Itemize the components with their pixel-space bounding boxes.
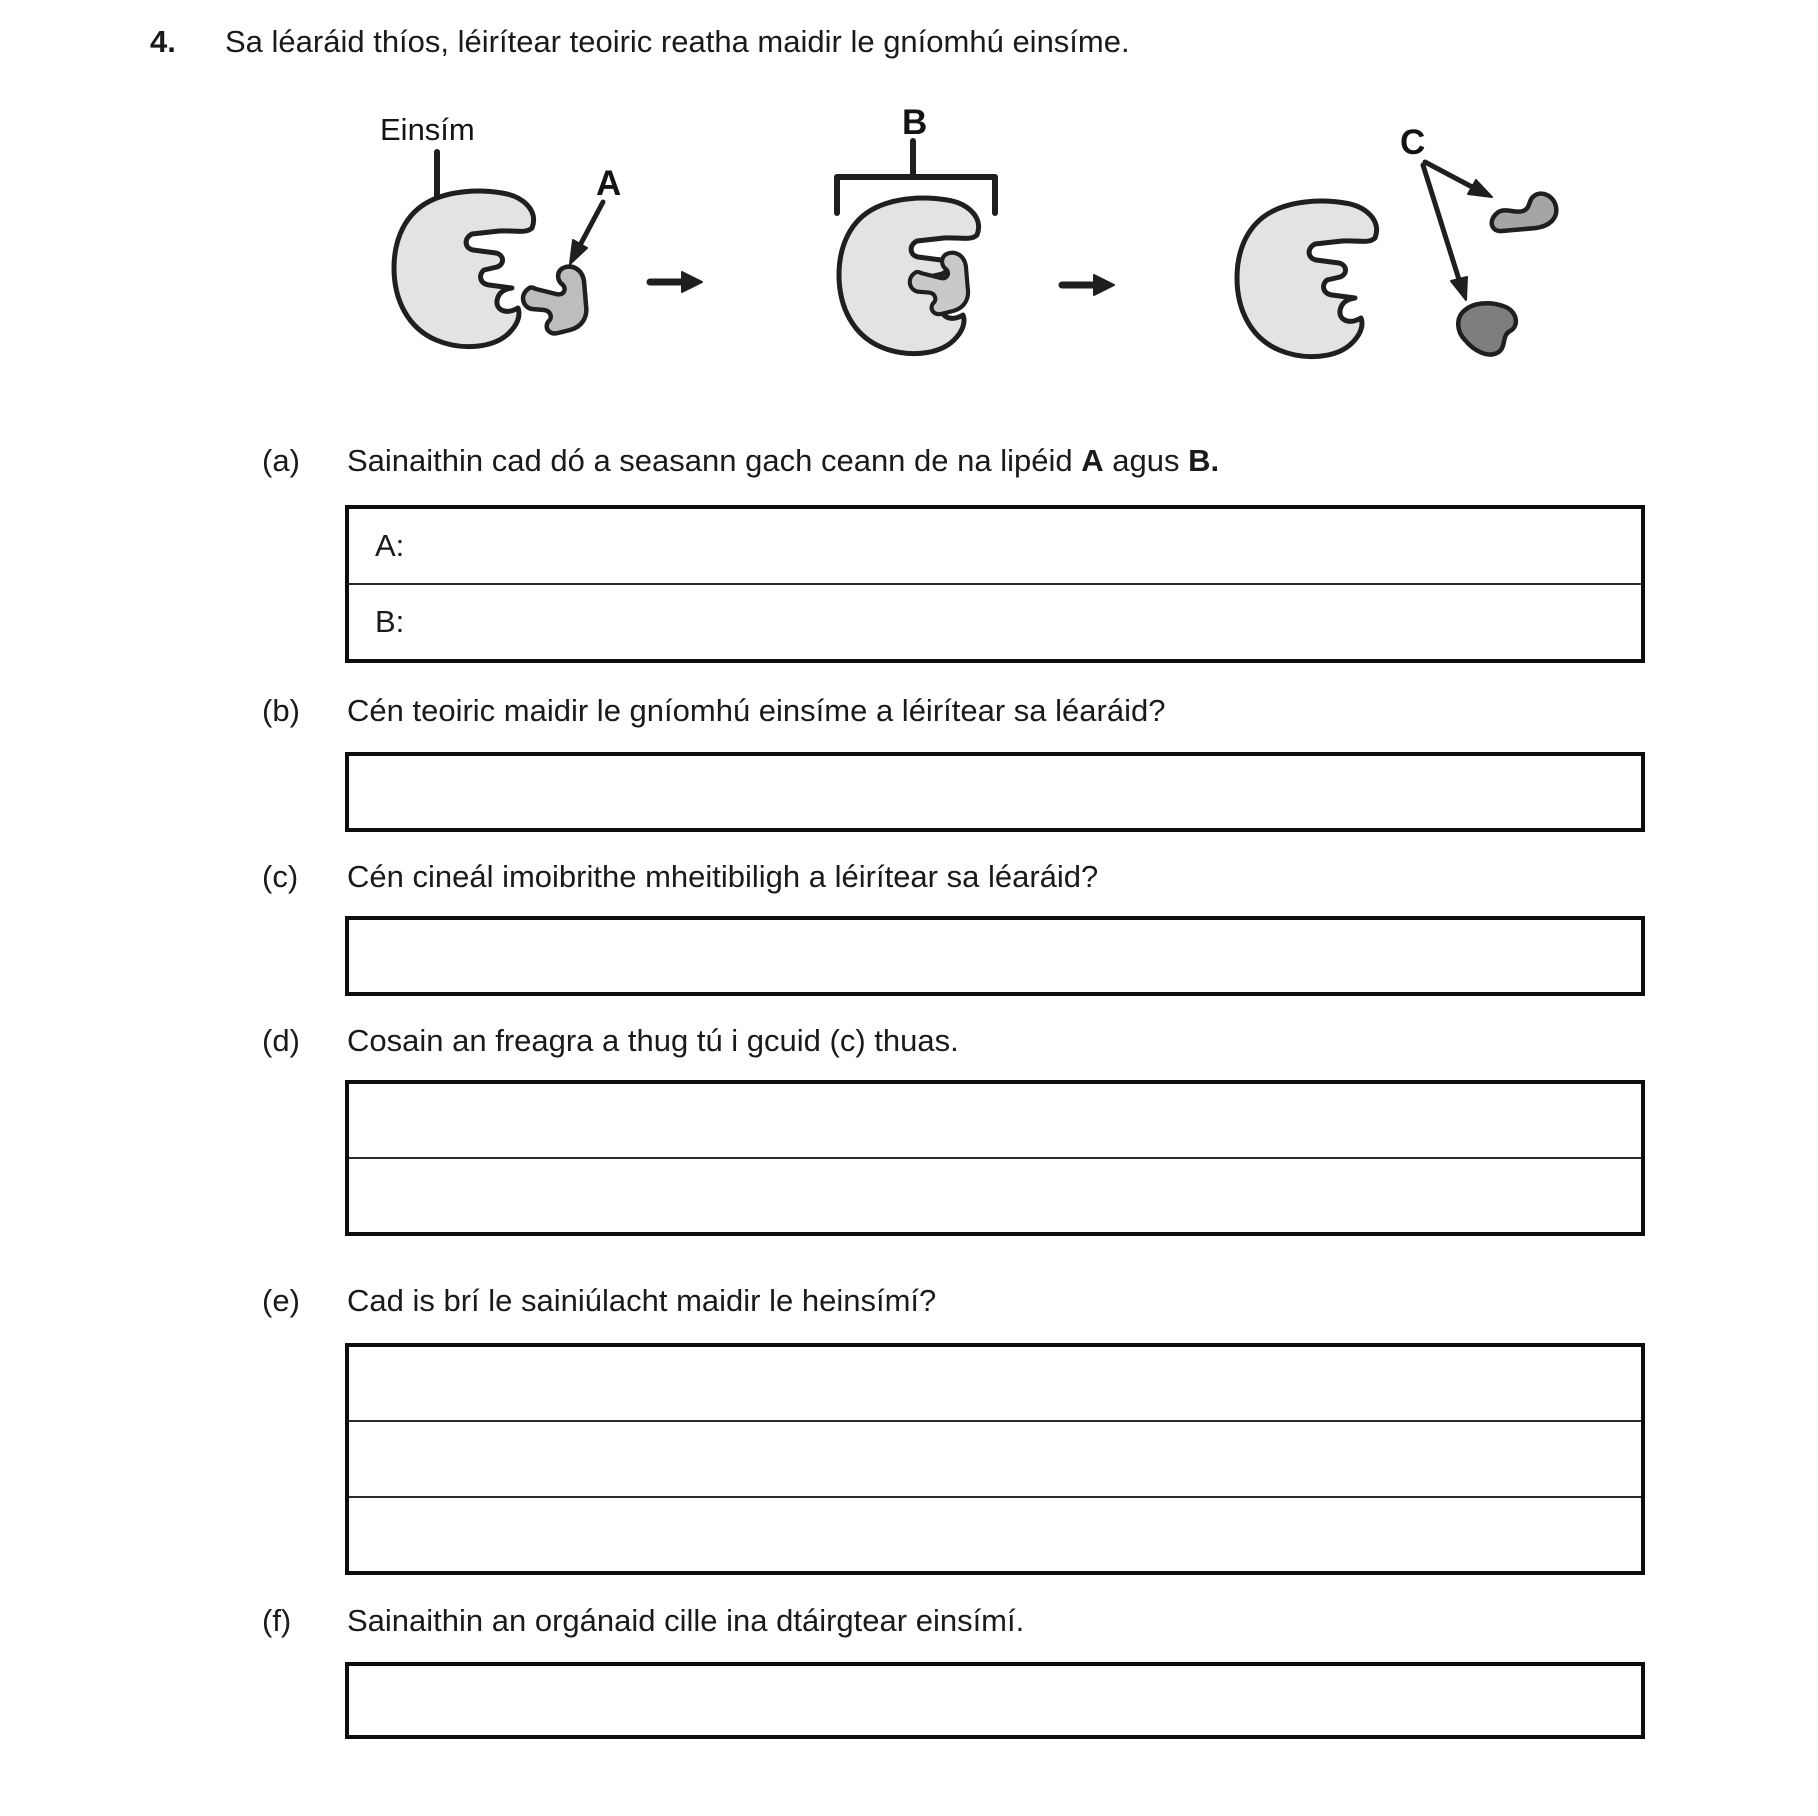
part-a-text-before: Sainaithin cad dó a seasann gach ceann de na lipéid: [347, 443, 1082, 478]
part-e-text: Cad is brí le sainiúlacht maidir le heinsímí?: [347, 1283, 937, 1318]
part-a-text-between: agus: [1103, 443, 1189, 478]
part-f-label: (f): [262, 1603, 292, 1638]
answer-box-f: [345, 1662, 1645, 1739]
right-arrow-head-1: [682, 272, 702, 292]
part-f-text: Sainaithin an orgánaid cille ina dtáirgtear einsímí.: [347, 1603, 1025, 1638]
answer-row-b-label: B:: [375, 604, 405, 639]
part-a-label: (a): [262, 443, 300, 478]
part-d-text: Cosain an freagra a thug tú i gcuid (c) thuas.: [347, 1023, 959, 1058]
label-b: B: [902, 103, 928, 142]
part-b-text: Cén teoiric maidir le gníomhú einsíme a léirítear sa léaráid?: [347, 693, 1166, 728]
enzyme-shape-3: [1237, 201, 1377, 357]
question-number: 4.: [150, 24, 176, 59]
label-c-pointer-arrow-top: [1425, 162, 1474, 188]
answer-row-a-label: A:: [375, 528, 405, 563]
label-a: A: [596, 164, 622, 203]
label-a-pointer-arrow: [578, 202, 603, 249]
question-intro: Sa léaráid thíos, léirítear teoiric reatha maidir le gníomhú einsíme.: [225, 24, 1130, 59]
label-c-arrowhead-top: [1468, 180, 1492, 197]
product-shape-top: [1492, 194, 1557, 231]
part-b-label: (b): [262, 693, 300, 728]
enzyme-label: Einsím: [380, 112, 475, 147]
part-e-label: (e): [262, 1283, 300, 1318]
answer-box-e: [345, 1343, 1645, 1575]
answer-row[interactable]: [349, 920, 1641, 992]
answer-row[interactable]: [349, 1498, 1641, 1571]
answer-row[interactable]: [349, 1159, 1641, 1232]
right-arrow-head-2: [1094, 275, 1114, 295]
enzyme-shape-1: [394, 191, 534, 347]
part-c-label: (c): [262, 859, 299, 894]
answer-row-a[interactable]: [349, 509, 1641, 585]
answer-box-b: [345, 752, 1645, 832]
part-a-bold-a: A: [1081, 443, 1104, 478]
answer-row[interactable]: [349, 1422, 1641, 1497]
label-c: C: [1400, 123, 1426, 162]
answer-box-c: [345, 916, 1645, 996]
product-shape-bottom: [1458, 303, 1516, 354]
answer-row[interactable]: [349, 756, 1641, 828]
answer-row-b[interactable]: [349, 585, 1641, 659]
label-a-arrowhead: [570, 240, 587, 264]
part-d-label: (d): [262, 1023, 300, 1058]
answer-row[interactable]: [349, 1666, 1641, 1735]
label-c-arrowhead-bottom: [1451, 277, 1467, 300]
diagram-shapes: [394, 141, 1556, 357]
answer-box-d: [345, 1080, 1645, 1236]
part-a-bold-b: B.: [1188, 443, 1220, 478]
answer-row[interactable]: [349, 1347, 1641, 1422]
answer-box-a: [345, 505, 1645, 663]
enzyme-diagram: [340, 82, 1610, 377]
label-c-pointer-arrow-bottom: [1423, 165, 1461, 286]
part-a-text: [347, 443, 1219, 479]
substrate-shape: [523, 267, 586, 334]
diagram-labels: [380, 103, 1425, 203]
part-c-text: Cén cineál imoibrithe mheitibiligh a léirítear sa léaráid?: [347, 859, 1099, 894]
answer-row[interactable]: [349, 1084, 1641, 1159]
